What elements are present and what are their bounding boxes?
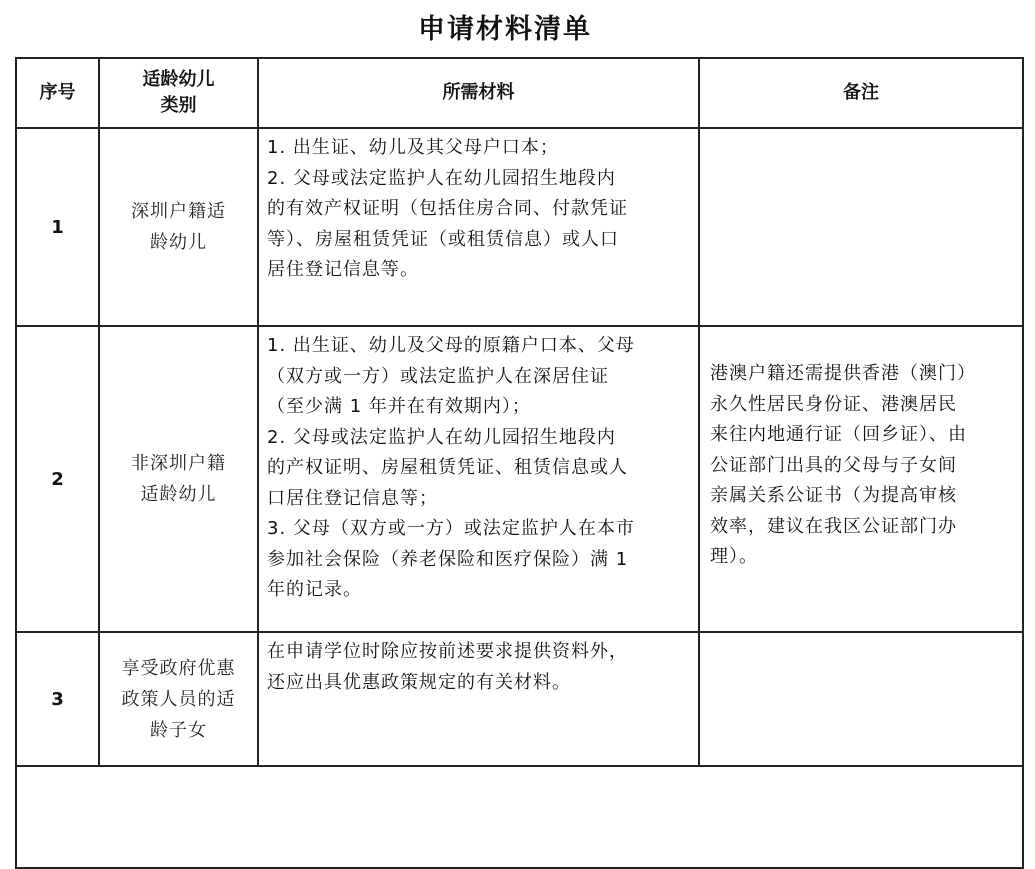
row-category bbox=[99, 128, 258, 326]
row-notes bbox=[699, 632, 1023, 766]
row-seq: 3 bbox=[16, 632, 99, 766]
category-line: 享受政府优惠 bbox=[121, 657, 236, 679]
empty-row bbox=[16, 766, 1023, 868]
material-line: （至少满 1 年并在有效期内）； bbox=[267, 396, 531, 417]
note-line: 效率，建议在我区公证部门办 bbox=[710, 515, 957, 537]
header-category-line1: 适龄幼儿 bbox=[142, 69, 215, 90]
header-category bbox=[99, 58, 258, 128]
header-seq: 序号 bbox=[16, 58, 99, 128]
material-line: 的产权证明、房屋租赁凭证、租赁信息或人 bbox=[267, 457, 628, 478]
row-materials bbox=[258, 632, 699, 766]
material-line: （双方或一方）或法定监护人在深居住证 bbox=[267, 365, 609, 387]
material-line: 年的记录。 bbox=[267, 579, 362, 600]
category-line: 龄子女 bbox=[150, 719, 207, 741]
material-line: 还应出具优惠政策规定的有关材料。 bbox=[267, 671, 571, 693]
note-line: 亲属关系公证书（为提高审核 bbox=[710, 485, 957, 506]
category-line: 深圳户籍适 bbox=[131, 201, 226, 222]
header-category-line2: 类别 bbox=[160, 95, 197, 116]
note-line: 来往内地通行证（回乡证）、由 bbox=[710, 424, 967, 445]
empty-cell bbox=[16, 766, 1023, 868]
material-line: 参加社会保险（养老保险和医疗保险）满 1 bbox=[267, 548, 629, 570]
category-line: 非深圳户籍 bbox=[131, 453, 226, 474]
category-line: 适龄幼儿 bbox=[140, 484, 217, 505]
table-row bbox=[16, 326, 1023, 632]
row-seq: 2 bbox=[16, 326, 99, 632]
table-row bbox=[16, 128, 1023, 326]
material-line: 3. 父母（双方或一方）或法定监护人在本市 bbox=[267, 518, 635, 539]
material-line: 2. 父母或法定监护人在幼儿园招生地段内 bbox=[267, 167, 616, 189]
material-line: 1. 出生证、幼儿及其父母户口本； bbox=[267, 137, 559, 158]
row-category bbox=[99, 326, 258, 632]
material-line: 2. 父母或法定监护人在幼儿园招生地段内 bbox=[267, 426, 616, 448]
row-materials bbox=[258, 326, 699, 632]
material-line: 口居住登记信息等； bbox=[267, 487, 438, 509]
note-line: 港澳户籍还需提供香港（澳门） bbox=[710, 363, 976, 384]
note-line: 理）。 bbox=[710, 546, 758, 567]
header-row bbox=[16, 58, 1023, 128]
material-line: 居住登记信息等。 bbox=[267, 259, 419, 280]
materials-table bbox=[15, 57, 1024, 869]
header-notes: 备注 bbox=[699, 58, 1023, 128]
row-materials bbox=[258, 128, 699, 326]
row-seq: 1 bbox=[16, 128, 99, 326]
note-line: 永久性居民身份证、港澳居民 bbox=[710, 393, 957, 415]
category-line: 政策人员的适 bbox=[121, 688, 236, 710]
document-title: 申请材料清单 bbox=[418, 14, 592, 45]
row-category bbox=[99, 632, 258, 766]
category-line: 龄幼儿 bbox=[150, 232, 207, 253]
material-line: 的有效产权证明（包括住房合同、付款凭证 bbox=[267, 198, 628, 219]
note-line: 公证部门出具的父母与子女间 bbox=[710, 454, 957, 476]
material-line: 等）、房屋租赁凭证（或租赁信息）或人口 bbox=[267, 228, 619, 250]
header-materials: 所需材料 bbox=[258, 58, 699, 128]
row-notes bbox=[699, 326, 1023, 632]
material-line: 1. 出生证、幼儿及父母的原籍户口本、父母 bbox=[267, 335, 635, 356]
table-row bbox=[16, 632, 1023, 766]
row-notes bbox=[699, 128, 1023, 326]
material-line: 在申请学位时除应按前述要求提供资料外， bbox=[267, 641, 628, 662]
